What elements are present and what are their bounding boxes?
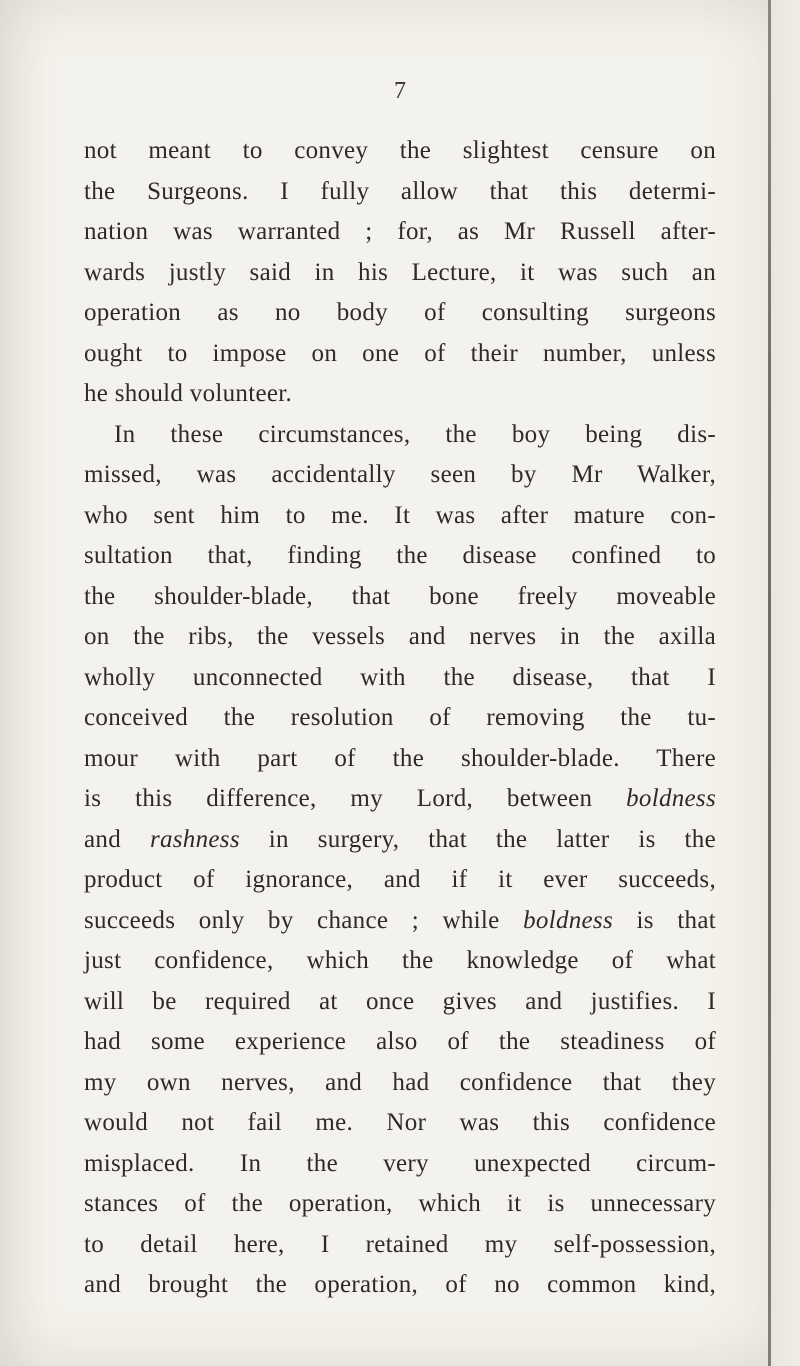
text-segment: stances of the operation, which it is unnecessary [84, 1190, 716, 1217]
text-segment: in surgery, that the latter is the [239, 825, 717, 853]
text-line [84, 1225, 716, 1266]
text-segment: my own nerves, and had confidence that they [84, 1068, 716, 1096]
text-segment: nation was warranted ; for, as Mr Russell after- [84, 218, 716, 245]
text-segment: missed, was accidentally seen by Mr Walker, [84, 461, 716, 488]
text-line [84, 1103, 716, 1144]
text-block [84, 78, 716, 1306]
text-segment: would not fail me. Nor was this confidence [84, 1109, 716, 1136]
text-line [84, 455, 716, 496]
text-line [84, 901, 716, 942]
text-segment: will be required at once gives and justifies. I [84, 987, 716, 1015]
text-line [84, 1184, 716, 1225]
page-edge-line [768, 0, 771, 1366]
text-line [84, 253, 716, 294]
text-line [84, 131, 716, 172]
italic-text-segment: rashness [149, 825, 240, 853]
text-segment: is that [613, 906, 717, 934]
text-lines [84, 131, 716, 1306]
text-line [84, 820, 716, 861]
text-segment: succeeds only by chance ; while [84, 906, 524, 934]
text-line [84, 536, 716, 577]
page-edge-strip [770, 0, 800, 1366]
text-line [84, 617, 716, 658]
page-number: 7 [394, 78, 406, 104]
text-segment: is this difference, my Lord, between [84, 785, 627, 812]
text-line [84, 334, 716, 375]
text-segment: misplaced. In the very unexpected circum- [84, 1149, 716, 1177]
text-line [84, 941, 716, 982]
text-line [84, 577, 716, 618]
text-line [84, 374, 716, 415]
text-line [84, 1022, 716, 1063]
text-line [84, 1063, 716, 1104]
text-line [84, 698, 716, 739]
text-segment: just confidence, which the knowledge of what [84, 947, 716, 974]
text-line [84, 1144, 716, 1185]
text-segment: sultation that, finding the disease confined to [84, 542, 716, 569]
text-segment: the shoulder-blade, that bone freely moveable [84, 582, 716, 610]
text-line [84, 496, 716, 537]
text-line [84, 415, 716, 456]
text-line [84, 779, 716, 820]
text-segment: to detail here, I retained my self-possession, [84, 1230, 716, 1258]
text-segment: on the ribs, the vessels and nerves in the axilla [84, 623, 716, 650]
text-segment: who sent him to me. It was after mature con- [84, 501, 716, 529]
text-segment: product of ignorance, and if it ever succeeds, [84, 866, 716, 893]
text-segment: had some experience also of the steadiness of [84, 1028, 716, 1055]
text-segment: wards justly said in his Lecture, it was such an [84, 258, 716, 286]
text-segment: mour with part of the shoulder-blade. There [84, 744, 716, 772]
text-segment: not meant to convey the slightest censure on [84, 137, 716, 164]
text-segment: wholly unconnected with the disease, that I [84, 663, 716, 691]
text-segment: operation as no body of consulting surgeons [84, 299, 716, 326]
text-segment: ought to impose on one of their number, unless [84, 339, 716, 367]
italic-text-segment: boldness [626, 785, 716, 812]
text-line [84, 1265, 716, 1306]
text-segment: and [84, 825, 150, 853]
text-segment: the Surgeons. I fully allow that this determi- [84, 177, 716, 205]
text-line [84, 739, 716, 780]
text-line [84, 658, 716, 699]
text-line [84, 172, 716, 213]
text-segment: conceived the resolution of removing the tu- [84, 704, 716, 731]
text-segment: he should volunteer. [84, 380, 293, 407]
text-segment: and brought the operation, of no common kind, [84, 1271, 716, 1298]
text-line [84, 860, 716, 901]
italic-text-segment: boldness [523, 906, 613, 934]
text-line [84, 982, 716, 1023]
text-line [84, 293, 716, 334]
text-line [84, 212, 716, 253]
text-segment: In these circumstances, the boy being dis- [114, 420, 716, 448]
